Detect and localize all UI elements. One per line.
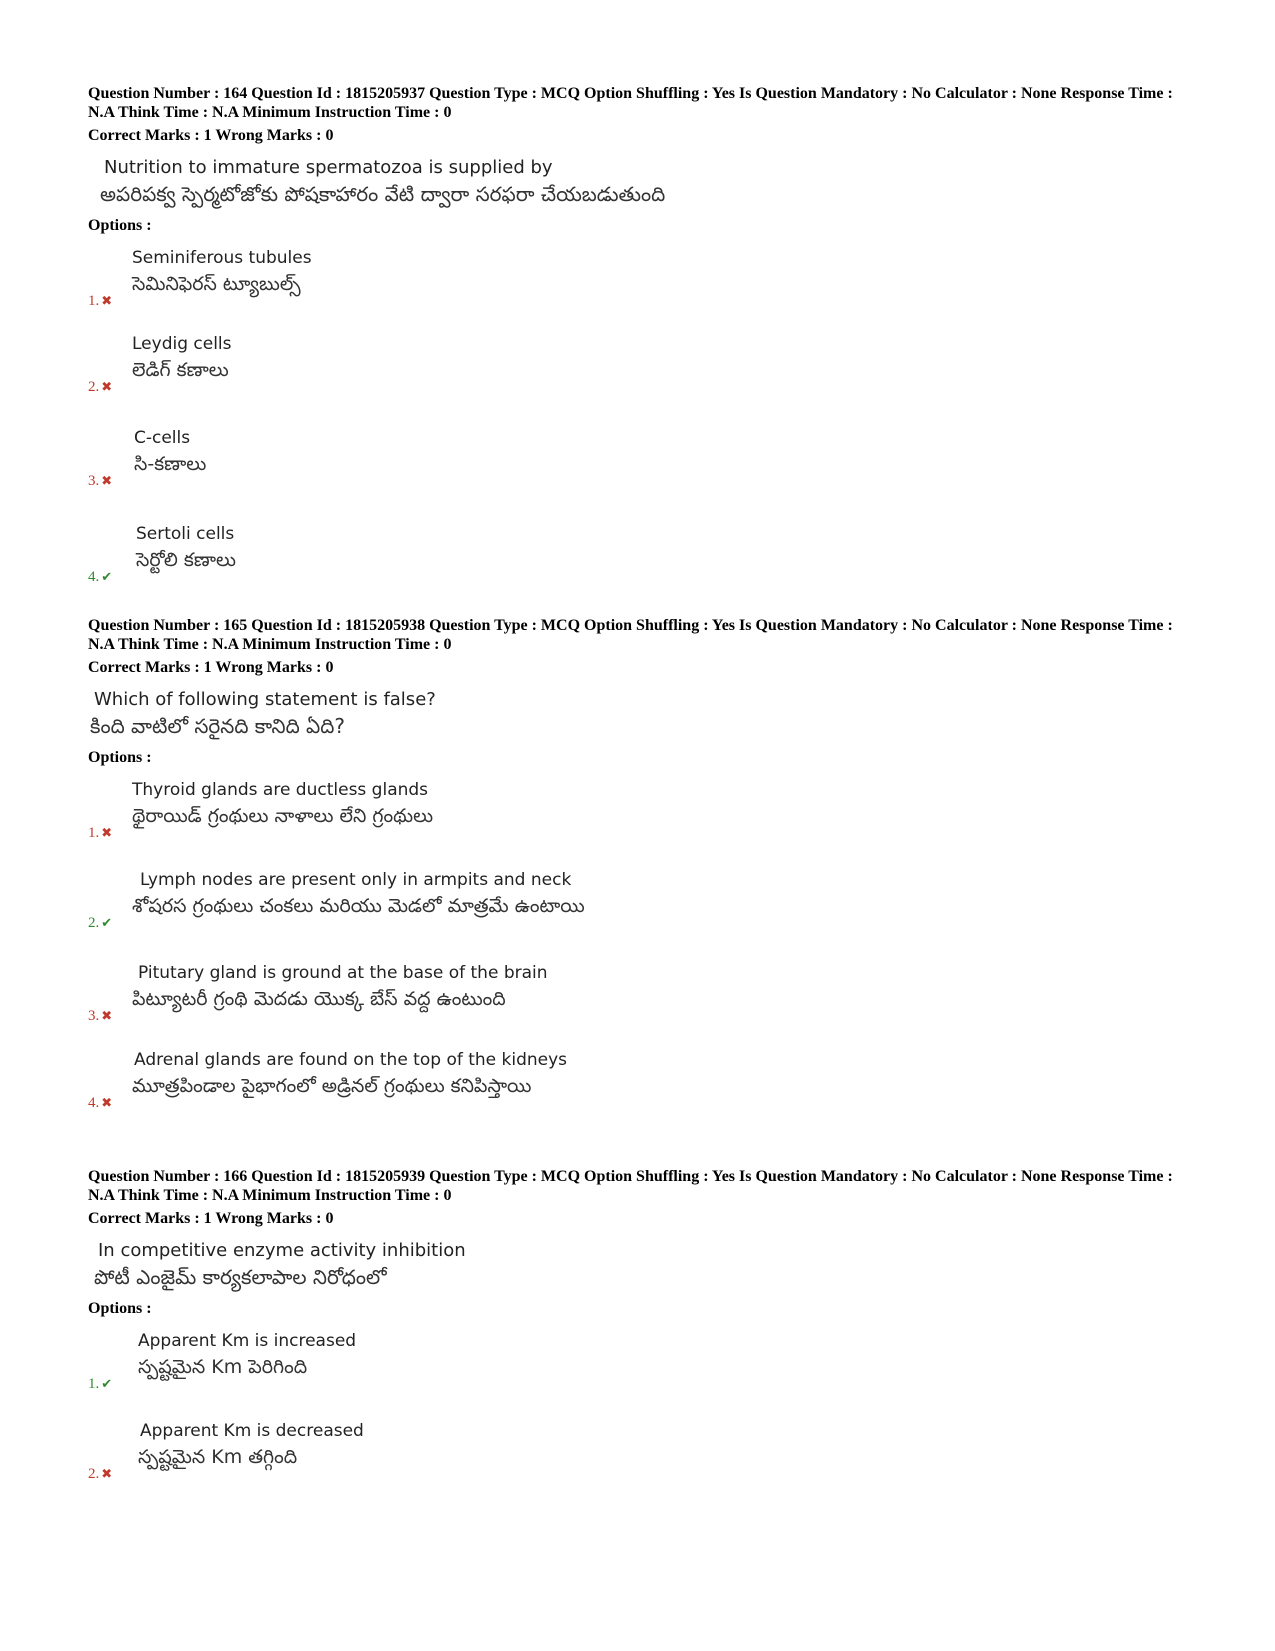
wrong-cross-icon: ✖ <box>101 1095 113 1110</box>
option-number-label: 1. <box>88 1376 100 1392</box>
option-text <box>132 245 312 297</box>
question-stem-telugu: కింది వాటిలో సరైనది కానిది ఏది? <box>90 714 346 738</box>
option-3 <box>88 960 1088 1040</box>
option-number <box>88 915 112 932</box>
wrong-cross-icon: ✖ <box>101 379 113 394</box>
option-number <box>88 825 112 842</box>
option-text-english: C-cells <box>134 428 191 448</box>
option-text <box>132 1047 567 1099</box>
options-label: Options : <box>88 749 152 766</box>
option-text-telugu: పిట్యూటరీ గ్రంథి మెదడు యొక్క బేస్ వద్ద ఉంటుంది <box>132 988 506 1010</box>
option-text <box>138 1328 356 1380</box>
question-stem <box>100 155 1198 207</box>
option-text-telugu: స్పష్టమైన Km పెరిగింది <box>138 1356 308 1378</box>
option-text-telugu: సి-కణాలు <box>134 453 207 475</box>
option-2 <box>88 867 1088 947</box>
option-text-telugu: థైరాయిడ్ గ్రంథులు నాళాలు లేని గ్రంథులు <box>132 805 434 827</box>
option-text <box>132 777 433 829</box>
option-text <box>134 425 206 477</box>
option-number-label: 4. <box>88 569 100 585</box>
option-text-english: Pitutary gland is ground at the base of the brain <box>138 963 548 983</box>
option-number-label: 2. <box>88 1466 100 1482</box>
option-text-english: Lymph nodes are present only in armpits and neck <box>140 870 572 890</box>
option-text-english: Thyroid glands are ductless glands <box>132 780 429 800</box>
question-stem <box>94 1238 1198 1290</box>
options-label: Options : <box>88 1300 152 1317</box>
option-text-telugu: శోషరస గ్రంథులు చంకలు మరియు మెడలో మాత్రమే ఉంటాయి <box>132 895 585 917</box>
wrong-cross-icon: ✖ <box>101 1008 113 1023</box>
option-text <box>138 1418 364 1470</box>
option-text <box>136 521 236 573</box>
correct-check-icon: ✔ <box>101 569 113 584</box>
question-166 <box>88 1167 1198 1518</box>
option-number-label: 2. <box>88 915 100 931</box>
question-marks: Correct Marks : 1 Wrong Marks : 0 <box>88 659 334 676</box>
option-text-telugu: మూత్రపిండాల పైభాగంలో అడ్రినల్ గ్రంథులు కనిపిస్తాయి <box>132 1075 532 1097</box>
option-number-label: 1. <box>88 825 100 841</box>
option-text-english: Apparent Km is increased <box>138 1331 357 1351</box>
option-text <box>132 331 232 383</box>
option-number-label: 3. <box>88 473 100 489</box>
option-text-telugu: లెడిగ్ కణాలు <box>132 359 229 381</box>
options-list <box>88 767 1198 1147</box>
options-list <box>88 1318 1198 1518</box>
question-stem-telugu: పోటీ ఎంజైమ్ కార్యకలాపాల నిరోధంలో <box>94 1265 387 1289</box>
option-1 <box>88 1328 1088 1408</box>
option-text <box>132 867 585 919</box>
option-text-english: Sertoli cells <box>136 524 235 544</box>
question-stem-english: In competitive enzyme activity inhibition <box>98 1240 466 1261</box>
option-4 <box>88 1047 1088 1127</box>
question-marks: Correct Marks : 1 Wrong Marks : 0 <box>88 1210 334 1227</box>
question-meta: Question Number : 166 Question Id : 1815205939 Question Type : MCQ Option Shuffling : Yes Is Question Mandatory : No Calculator : None Response Time : N.A Think Time : N.A Minimum Instruction Time : 0 <box>88 1168 1173 1204</box>
options-list <box>88 235 1198 615</box>
option-3 <box>88 425 1088 505</box>
option-4 <box>88 521 1088 601</box>
wrong-cross-icon: ✖ <box>101 1466 113 1481</box>
option-text-english: Leydig cells <box>132 334 232 354</box>
question-stem-telugu: అపరిపక్వ స్పెర్మటోజోకు పోషకాహారం వేటి ద్వారా సరఫరా చేయబడుతుంది <box>100 182 666 206</box>
question-marks: Correct Marks : 1 Wrong Marks : 0 <box>88 127 334 144</box>
option-text-english: Seminiferous tubules <box>132 248 312 268</box>
option-number <box>88 379 112 396</box>
option-number-label: 3. <box>88 1008 100 1024</box>
option-number-label: 2. <box>88 379 100 395</box>
question-164 <box>88 84 1198 615</box>
option-2 <box>88 1418 1088 1498</box>
option-text-telugu: సెమినిఫెరస్ ట్యూబుల్స్ <box>132 273 301 295</box>
option-text-english: Adrenal glands are found on the top of the kidneys <box>134 1050 568 1070</box>
wrong-cross-icon: ✖ <box>101 293 113 308</box>
question-meta: Question Number : 165 Question Id : 1815205938 Question Type : MCQ Option Shuffling : Yes Is Question Mandatory : No Calculator : None Response Time : N.A Think Time : N.A Minimum Instruction Time : 0 <box>88 617 1173 653</box>
option-number <box>88 1376 112 1393</box>
wrong-cross-icon: ✖ <box>101 473 113 488</box>
option-2 <box>88 331 1088 411</box>
option-number <box>88 569 112 586</box>
option-number-label: 4. <box>88 1095 100 1111</box>
question-stem-english: Which of following statement is false? <box>94 689 436 710</box>
question-stem-english: Nutrition to immature spermatozoa is supplied by <box>104 157 553 178</box>
option-number-label: 1. <box>88 293 100 309</box>
option-1 <box>88 777 1088 857</box>
wrong-cross-icon: ✖ <box>101 825 113 840</box>
option-text-telugu: స్పష్టమైన Km తగ్గింది <box>138 1446 298 1468</box>
options-label: Options : <box>88 217 152 234</box>
correct-check-icon: ✔ <box>101 915 113 930</box>
option-number <box>88 1466 112 1483</box>
option-text-telugu: సెర్టోలి కణాలు <box>136 549 236 571</box>
option-number <box>88 1095 112 1112</box>
question-165 <box>88 616 1198 1147</box>
question-stem <box>90 687 1198 739</box>
question-meta: Question Number : 164 Question Id : 1815205937 Question Type : MCQ Option Shuffling : Yes Is Question Mandatory : No Calculator : None Response Time : N.A Think Time : N.A Minimum Instruction Time : 0 <box>88 85 1173 121</box>
option-number <box>88 293 112 310</box>
option-text <box>132 960 548 1012</box>
correct-check-icon: ✔ <box>101 1376 113 1391</box>
option-number <box>88 473 112 490</box>
option-number <box>88 1008 112 1025</box>
option-text-english: Apparent Km is decreased <box>140 1421 364 1441</box>
option-1 <box>88 245 1088 325</box>
